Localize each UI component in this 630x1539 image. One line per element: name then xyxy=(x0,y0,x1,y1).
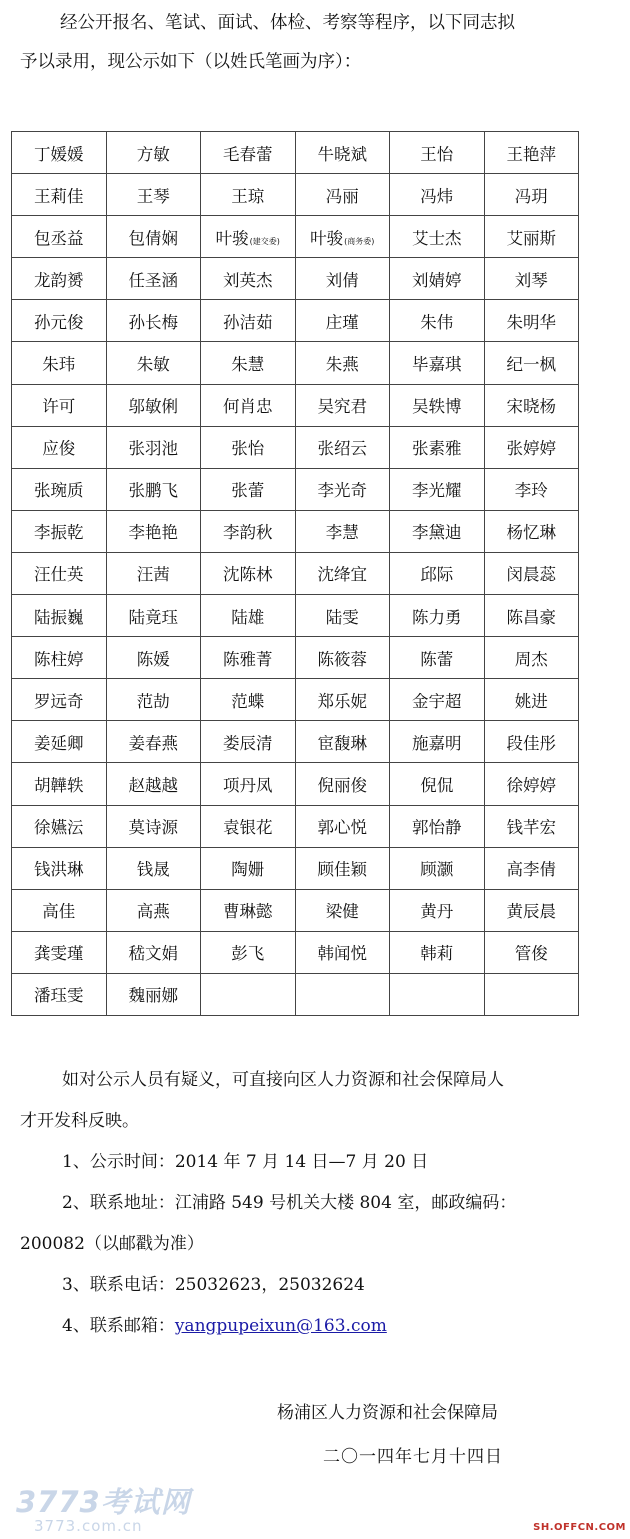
name-text: 魏丽娜 xyxy=(128,986,178,1006)
name-cell xyxy=(484,216,579,258)
table-row xyxy=(12,637,579,679)
table-row xyxy=(12,510,579,552)
name-cell xyxy=(295,174,390,216)
name-cell xyxy=(201,468,296,510)
name-text: 彭飞 xyxy=(231,944,265,964)
name-text: 罗远奇 xyxy=(34,691,84,711)
name-cell xyxy=(484,132,579,174)
name-cell xyxy=(106,763,201,805)
name-text: 毛春蕾 xyxy=(223,144,273,164)
email-label: 4、联系邮箱： xyxy=(62,1316,175,1336)
name-cell xyxy=(106,552,201,594)
table-row xyxy=(12,721,579,763)
name-text: 冯炜 xyxy=(420,186,454,206)
name-note: (建交委) xyxy=(249,236,280,246)
name-text: 冯丽 xyxy=(325,186,359,206)
name-cell xyxy=(201,847,296,889)
watermark-logo-url: 3773.com.cn xyxy=(34,1517,143,1535)
name-text: 钱洪琳 xyxy=(34,860,84,880)
name-text: 张绍云 xyxy=(317,439,367,459)
name-text: 张琬质 xyxy=(34,481,84,501)
name-cell xyxy=(484,300,579,342)
name-text: 倪侃 xyxy=(420,775,454,795)
table-row xyxy=(12,595,579,637)
name-text: 李玲 xyxy=(514,481,548,501)
table-row xyxy=(12,426,579,468)
name-text: 周杰 xyxy=(514,649,548,669)
name-text: 艾士杰 xyxy=(412,228,462,248)
intro-paragraph xyxy=(20,4,595,82)
name-cell xyxy=(12,637,107,679)
name-cell xyxy=(201,132,296,174)
name-text: 庄瑾 xyxy=(325,312,359,332)
name-text: 陈雅菁 xyxy=(223,649,273,669)
name-cell xyxy=(295,889,390,931)
name-cell xyxy=(12,889,107,931)
name-text: 钱晟 xyxy=(136,860,170,880)
name-text: 牛晓斌 xyxy=(317,144,367,164)
empty-cell xyxy=(201,973,296,1015)
name-cell xyxy=(390,384,485,426)
empty-cell xyxy=(484,973,579,1015)
table-row xyxy=(12,258,579,300)
name-text: 项丹凤 xyxy=(223,775,273,795)
name-cell xyxy=(201,805,296,847)
name-text: 钱芊宏 xyxy=(506,818,556,838)
table-row xyxy=(12,468,579,510)
table-row xyxy=(12,552,579,594)
name-text: 陈昌豪 xyxy=(506,607,556,627)
name-text: 朱明华 xyxy=(506,312,556,332)
name-cell xyxy=(106,721,201,763)
name-text: 莫诗源 xyxy=(128,818,178,838)
name-cell xyxy=(201,216,296,258)
name-text: 李黛迪 xyxy=(412,523,462,543)
name-text: 娄辰清 xyxy=(223,733,273,753)
name-text: 邱际 xyxy=(420,565,454,585)
name-cell xyxy=(484,510,579,552)
name-text: 龙韵赟 xyxy=(34,270,84,290)
name-text: 王怡 xyxy=(420,144,454,164)
name-text: 高李倩 xyxy=(506,860,556,880)
name-cell xyxy=(12,721,107,763)
name-text: 郑乐妮 xyxy=(317,691,367,711)
notice-paragraph-line-2: 才开发科反映。 xyxy=(20,1111,139,1131)
name-text: 朱伟 xyxy=(420,312,454,332)
name-text: 艾丽斯 xyxy=(506,228,556,248)
email-link[interactable]: yangpupeixun@163.com xyxy=(174,1316,387,1336)
name-text: 陆雄 xyxy=(231,607,265,627)
name-cell xyxy=(106,468,201,510)
watermark-site: SH.OFFCN.COM xyxy=(533,1522,626,1533)
name-text: 汪茜 xyxy=(136,565,170,585)
name-text: 顾佳颖 xyxy=(317,860,367,880)
name-text: 王艳萍 xyxy=(506,144,556,164)
name-text: 管俊 xyxy=(514,944,548,964)
name-cell xyxy=(201,384,296,426)
name-cell xyxy=(390,763,485,805)
name-text: 陈蕾 xyxy=(420,649,454,669)
name-cell xyxy=(390,132,485,174)
name-text: 徐嬿沄 xyxy=(34,818,84,838)
name-text: 李韵秋 xyxy=(223,523,273,543)
name-cell xyxy=(12,468,107,510)
name-cell xyxy=(12,216,107,258)
signature-org: 杨浦区人力资源和社会保障局 xyxy=(277,1403,498,1423)
name-text: 陆振巍 xyxy=(34,607,84,627)
name-text: 宦馥琳 xyxy=(317,733,367,753)
name-text: 叶骏 xyxy=(215,228,249,248)
name-text: 范劼 xyxy=(136,691,170,711)
name-text: 朱慧 xyxy=(231,355,265,375)
name-text: 李光奇 xyxy=(317,481,367,501)
name-text: 段佳彤 xyxy=(506,733,556,753)
name-note: (商务委) xyxy=(344,236,375,246)
intro-line-1: 经公开报名、笔试、面试、体检、考察等程序，以下同志拟 xyxy=(60,13,515,33)
empty-cell xyxy=(390,973,485,1015)
name-cell xyxy=(12,552,107,594)
name-cell xyxy=(390,510,485,552)
name-text: 顾灏 xyxy=(420,860,454,880)
name-cell xyxy=(484,258,579,300)
table-row xyxy=(12,679,579,721)
name-text: 陈筱蓉 xyxy=(317,649,367,669)
name-text: 包倩娴 xyxy=(128,228,178,248)
name-text: 丁媛媛 xyxy=(34,144,84,164)
name-cell xyxy=(12,847,107,889)
name-cell xyxy=(106,889,201,931)
name-text: 孙元俊 xyxy=(34,312,84,332)
name-cell xyxy=(106,216,201,258)
name-cell xyxy=(295,216,390,258)
name-cell xyxy=(106,595,201,637)
name-cell xyxy=(295,805,390,847)
name-cell xyxy=(295,342,390,384)
watermark-logo xyxy=(16,1480,191,1535)
name-text: 朱燕 xyxy=(325,355,359,375)
name-text: 倪丽俊 xyxy=(317,775,367,795)
name-cell xyxy=(201,552,296,594)
names-table xyxy=(11,131,579,1016)
name-cell xyxy=(201,174,296,216)
name-cell xyxy=(390,805,485,847)
name-text: 纪一枫 xyxy=(506,355,556,375)
name-cell xyxy=(201,595,296,637)
name-cell xyxy=(12,300,107,342)
name-cell xyxy=(390,847,485,889)
name-text: 金宇超 xyxy=(412,691,462,711)
name-text: 姜春燕 xyxy=(128,733,178,753)
name-text: 杨忆琳 xyxy=(506,523,556,543)
name-cell xyxy=(390,468,485,510)
name-text: 刘英杰 xyxy=(223,270,273,290)
table-row xyxy=(12,342,579,384)
name-cell xyxy=(106,847,201,889)
name-cell xyxy=(12,805,107,847)
name-text: 郭怡静 xyxy=(412,818,462,838)
table-row xyxy=(12,174,579,216)
name-cell xyxy=(484,468,579,510)
name-text: 刘婧婷 xyxy=(412,270,462,290)
name-cell xyxy=(201,300,296,342)
name-text: 张婷婷 xyxy=(506,439,556,459)
name-cell xyxy=(12,763,107,805)
name-cell xyxy=(12,342,107,384)
name-text: 朱敏 xyxy=(136,355,170,375)
name-cell xyxy=(201,258,296,300)
name-text: 孙长梅 xyxy=(128,312,178,332)
name-cell xyxy=(390,174,485,216)
name-cell xyxy=(295,552,390,594)
name-text: 王琴 xyxy=(136,186,170,206)
name-cell xyxy=(295,637,390,679)
name-text: 姚进 xyxy=(514,691,548,711)
name-cell xyxy=(484,763,579,805)
table-row xyxy=(12,216,579,258)
name-cell xyxy=(106,637,201,679)
name-cell xyxy=(201,679,296,721)
name-cell xyxy=(390,679,485,721)
name-cell xyxy=(106,132,201,174)
name-text: 邬敏俐 xyxy=(128,397,178,417)
name-text: 梁健 xyxy=(325,902,359,922)
name-cell xyxy=(12,132,107,174)
name-cell xyxy=(201,889,296,931)
name-cell xyxy=(390,552,485,594)
name-cell xyxy=(201,721,296,763)
names-table-body xyxy=(12,132,579,1016)
name-cell xyxy=(106,258,201,300)
name-text: 范蝶 xyxy=(231,691,265,711)
name-cell xyxy=(295,595,390,637)
table-row xyxy=(12,763,579,805)
name-cell xyxy=(390,931,485,973)
name-text: 李慧 xyxy=(325,523,359,543)
signature-date: 二〇一四年七月十四日 xyxy=(323,1447,503,1467)
name-cell xyxy=(484,342,579,384)
name-text: 沈陈林 xyxy=(223,565,273,585)
name-text: 刘琴 xyxy=(514,270,548,290)
name-cell xyxy=(12,931,107,973)
name-cell xyxy=(295,468,390,510)
table-row xyxy=(12,132,579,174)
name-cell xyxy=(390,258,485,300)
name-text: 应俊 xyxy=(42,439,76,459)
name-cell xyxy=(106,342,201,384)
empty-cell xyxy=(295,973,390,1015)
name-cell xyxy=(390,721,485,763)
table-row xyxy=(12,384,579,426)
name-text: 毕嘉琪 xyxy=(412,355,462,375)
name-cell xyxy=(12,595,107,637)
notice-item-address: 2、联系地址：江浦路 549 号机关大楼 804 室，邮政编码： xyxy=(62,1193,517,1213)
name-cell xyxy=(295,679,390,721)
name-text: 沈绛宜 xyxy=(317,565,367,585)
name-text: 闵晨蕊 xyxy=(506,565,556,585)
name-text: 吴轶博 xyxy=(412,397,462,417)
name-cell xyxy=(484,426,579,468)
name-cell xyxy=(201,510,296,552)
name-cell xyxy=(201,426,296,468)
name-text: 张羽池 xyxy=(128,439,178,459)
name-text: 任圣涵 xyxy=(128,270,178,290)
name-cell xyxy=(201,931,296,973)
name-text: 陈柱婷 xyxy=(34,649,84,669)
name-text: 施嘉明 xyxy=(412,733,462,753)
name-text: 黄丹 xyxy=(420,902,454,922)
name-cell xyxy=(295,300,390,342)
name-cell xyxy=(295,847,390,889)
name-cell xyxy=(484,384,579,426)
name-text: 陶姗 xyxy=(231,860,265,880)
name-text: 袁银花 xyxy=(223,818,273,838)
name-cell xyxy=(12,258,107,300)
name-text: 嵇文娟 xyxy=(128,944,178,964)
name-text: 陈媛 xyxy=(136,649,170,669)
name-cell xyxy=(295,132,390,174)
name-cell xyxy=(12,510,107,552)
name-cell xyxy=(12,384,107,426)
name-cell xyxy=(12,426,107,468)
name-cell xyxy=(106,931,201,973)
name-cell xyxy=(295,384,390,426)
name-cell xyxy=(484,847,579,889)
notice-paragraph-line-1: 如对公示人员有疑义，可直接向区人力资源和社会保障局人 xyxy=(62,1070,504,1090)
name-text: 曹琳懿 xyxy=(223,902,273,922)
name-text: 黄辰晨 xyxy=(506,902,556,922)
name-cell xyxy=(201,637,296,679)
name-cell xyxy=(390,426,485,468)
table-row xyxy=(12,931,579,973)
name-text: 汪仕英 xyxy=(34,565,84,585)
notice-item-time: 1、公示时间：2014 年 7 月 14 日—7 月 20 日 xyxy=(62,1152,429,1172)
name-cell xyxy=(106,510,201,552)
name-text: 龚雯瑾 xyxy=(34,944,84,964)
name-text: 张蕾 xyxy=(231,481,265,501)
name-cell xyxy=(390,889,485,931)
name-cell xyxy=(390,342,485,384)
name-cell xyxy=(295,426,390,468)
name-text: 赵越越 xyxy=(128,775,178,795)
name-text: 高佳 xyxy=(42,902,76,922)
name-cell xyxy=(201,763,296,805)
name-text: 张怡 xyxy=(231,439,265,459)
name-text: 胡韡轶 xyxy=(34,775,84,795)
name-text: 方敏 xyxy=(136,144,170,164)
name-cell xyxy=(484,595,579,637)
notice-item-email xyxy=(20,1306,595,1347)
name-text: 宋晓杨 xyxy=(506,397,556,417)
name-text: 韩闻悦 xyxy=(317,944,367,964)
name-cell xyxy=(390,637,485,679)
name-text: 王莉佳 xyxy=(34,186,84,206)
table-row xyxy=(12,973,579,1015)
name-text: 李振乾 xyxy=(34,523,84,543)
name-text: 高燕 xyxy=(136,902,170,922)
table-row xyxy=(12,805,579,847)
notice-item-address-cont: 200082（以邮戳为准） xyxy=(20,1234,204,1254)
intro-line-2: 予以录用，现公示如下（以姓氏笔画为序）： xyxy=(20,52,362,72)
notice-item-phone: 3、联系电话：25032623，25032624 xyxy=(62,1275,365,1295)
name-cell xyxy=(12,973,107,1015)
name-cell xyxy=(295,510,390,552)
name-cell xyxy=(484,637,579,679)
name-text: 陆雯 xyxy=(325,607,359,627)
name-cell xyxy=(106,679,201,721)
name-text: 叶骏 xyxy=(310,228,344,248)
name-text: 孙洁茹 xyxy=(223,312,273,332)
name-cell xyxy=(484,721,579,763)
name-text: 郭心悦 xyxy=(317,818,367,838)
name-text: 张素雅 xyxy=(412,439,462,459)
name-cell xyxy=(106,426,201,468)
notice-section xyxy=(20,1060,595,1347)
name-text: 李艳艳 xyxy=(128,523,178,543)
name-text: 张鹏飞 xyxy=(128,481,178,501)
name-cell xyxy=(12,174,107,216)
name-cell xyxy=(295,258,390,300)
name-text: 刘倩 xyxy=(325,270,359,290)
name-cell xyxy=(484,931,579,973)
table-row xyxy=(12,300,579,342)
name-cell xyxy=(390,595,485,637)
name-cell xyxy=(201,342,296,384)
name-text: 陈力勇 xyxy=(412,607,462,627)
name-cell xyxy=(106,300,201,342)
name-cell xyxy=(295,763,390,805)
name-text: 潘珏雯 xyxy=(34,986,84,1006)
name-text: 徐婷婷 xyxy=(506,775,556,795)
table-row xyxy=(12,847,579,889)
name-cell xyxy=(295,721,390,763)
name-text: 韩莉 xyxy=(420,944,454,964)
name-cell xyxy=(106,805,201,847)
name-text: 包丞益 xyxy=(34,228,84,248)
name-cell xyxy=(295,931,390,973)
name-text: 王琼 xyxy=(231,186,265,206)
name-text: 姜延卿 xyxy=(34,733,84,753)
name-cell xyxy=(12,679,107,721)
name-cell xyxy=(484,174,579,216)
name-cell xyxy=(390,216,485,258)
name-text: 吴究君 xyxy=(317,397,367,417)
name-text: 何肖忠 xyxy=(223,397,273,417)
name-cell xyxy=(484,805,579,847)
name-cell xyxy=(106,973,201,1015)
name-cell xyxy=(106,384,201,426)
table-row xyxy=(12,889,579,931)
name-text: 朱玮 xyxy=(42,355,76,375)
name-cell xyxy=(484,889,579,931)
name-cell xyxy=(484,552,579,594)
watermark-logo-text: 3773考试网 xyxy=(16,1485,191,1519)
name-cell xyxy=(390,300,485,342)
name-text: 陆竟珏 xyxy=(128,607,178,627)
name-text: 许可 xyxy=(42,397,76,417)
name-cell xyxy=(106,174,201,216)
name-text: 冯玥 xyxy=(514,186,548,206)
name-cell xyxy=(484,679,579,721)
name-text: 李光耀 xyxy=(412,481,462,501)
